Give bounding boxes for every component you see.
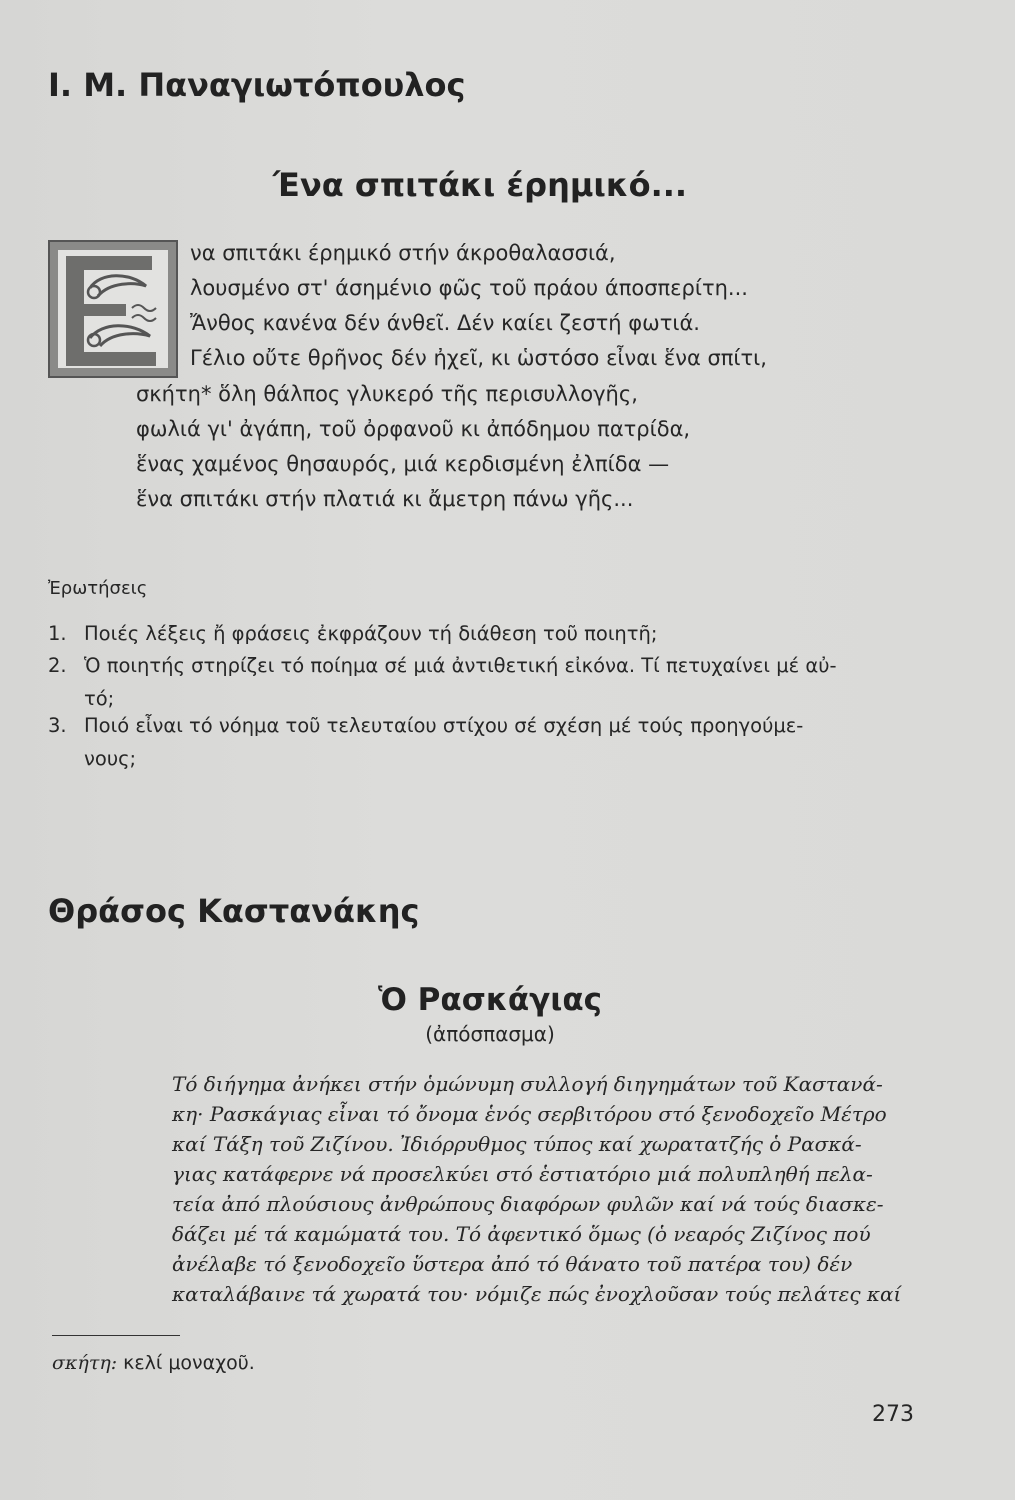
- poem-line: Γέλιο οὔτε θρῆνος δέν ἠχεῖ, κι ὡστόσο εἶναι ἕνα σπίτι,: [190, 346, 767, 370]
- question-number: 1.: [48, 622, 67, 645]
- story-title: Ὁ Ρασκάγιας: [377, 982, 603, 1018]
- footnote: [52, 1352, 255, 1374]
- intro-line: τεία ἀπό πλούσιους ἀνθρώπους διαφόρων φυλῶν καί νά τούς διασκε-: [172, 1192, 884, 1216]
- poem-line: ἕνας χαμένος θησαυρός, μιά κερδισμένη ἐλπίδα —: [136, 452, 670, 476]
- question-text: τό;: [84, 687, 115, 710]
- intro-line: καί Τάξη τοῦ Ζιζίνου. Ἰδιόρρυθμος τύπος καί χωρατατζής ὁ Ρασκά-: [172, 1132, 862, 1156]
- question-text: Ποιές λέξεις ἤ φράσεις ἐκφράζουν τή διάθεση τοῦ ποιητῆ;: [84, 622, 658, 645]
- poem-line: λουσμένο στ' άσημένιο φῶς τοῦ πράου άποσπερίτη...: [190, 276, 748, 300]
- intro-line: καταλάβαινε τά χωρατά του· νόμιζε πώς ἐνοχλοῦσαν τούς πελάτες καί: [172, 1282, 902, 1306]
- questions-heading: Ἐρωτήσεις: [48, 578, 148, 599]
- poem-title: Ένα σπιτάκι έρημικό...: [272, 166, 688, 204]
- footnote-divider: [52, 1335, 180, 1336]
- decorated-initial-e: [48, 240, 178, 378]
- author-name-panagiotopoulos: Ι. Μ. Παναγιωτόπουλος: [48, 66, 466, 104]
- footnote-definition: κελί μοναχοῦ.: [123, 1352, 255, 1374]
- question-number: 2.: [48, 654, 67, 677]
- intro-line: ἀνέλαβε τό ξενοδοχεῖο ὕστερα ἀπό τό θάνατο τοῦ πατέρα του) δέν: [172, 1252, 853, 1276]
- question-text: Ποιό εἶναι τό νόημα τοῦ τελευταίου στίχου σέ σχέση μέ τούς προηγούμε-: [84, 714, 804, 737]
- intro-line: δάζει μέ τά καμώματά του. Τό ἀφεντικό ὅμως (ὁ νεαρός Ζιζίνος πού: [172, 1222, 871, 1246]
- question-number: 3.: [48, 714, 67, 737]
- story-subtitle: (ἀπόσπασμα): [425, 1022, 555, 1046]
- poem-line: Ἄνθος κανένα δέν άνθεῖ. Δέν καίει ζεστή φωτιά.: [190, 311, 700, 335]
- ornamental-letter-e-icon: [50, 242, 180, 380]
- poem-line: να σπιτάκι έρημικό στήν άκροθαλασσιά,: [190, 241, 616, 265]
- poem-line: σκήτη* ὅλη θάλπος γλυκερό τῆς περισυλλογῆς,: [136, 382, 638, 406]
- intro-line: κη· Ρασκάγιας εἶναι τό ὄνομα ἑνός σερβιτόρου στό ξενοδοχεῖο Μέτρο: [172, 1102, 887, 1126]
- question-text: Ὁ ποιητής στηρίζει τό ποίημα σέ μιά ἀντιθετική εἰκόνα. Τί πετυχαίνει μέ αὐ-: [84, 654, 837, 677]
- question-text: νους;: [84, 747, 137, 770]
- page-number: 273: [872, 1402, 914, 1427]
- intro-line: Τό διήγημα ἀνήκει στήν ὁμώνυμη συλλογή διηγημάτων τοῦ Καστανά-: [172, 1072, 883, 1096]
- intro-line: γιας κατάφερνε νά προσελκύει στό ἑστιατόριο μιά πολυπληθή πελα-: [172, 1162, 873, 1186]
- author-name-kastanakis: Θράσος Καστανάκης: [48, 892, 420, 930]
- footnote-term: σκήτη:: [52, 1352, 118, 1374]
- poem-line: φωλιά γι' ἀγάπη, τοῦ ὀρφανοῦ κι ἀπόδημου πατρίδα,: [136, 417, 691, 441]
- poem-line: ἕνα σπιτάκι στήν πλατιά κι ἄμετρη πάνω γῆς...: [136, 487, 634, 511]
